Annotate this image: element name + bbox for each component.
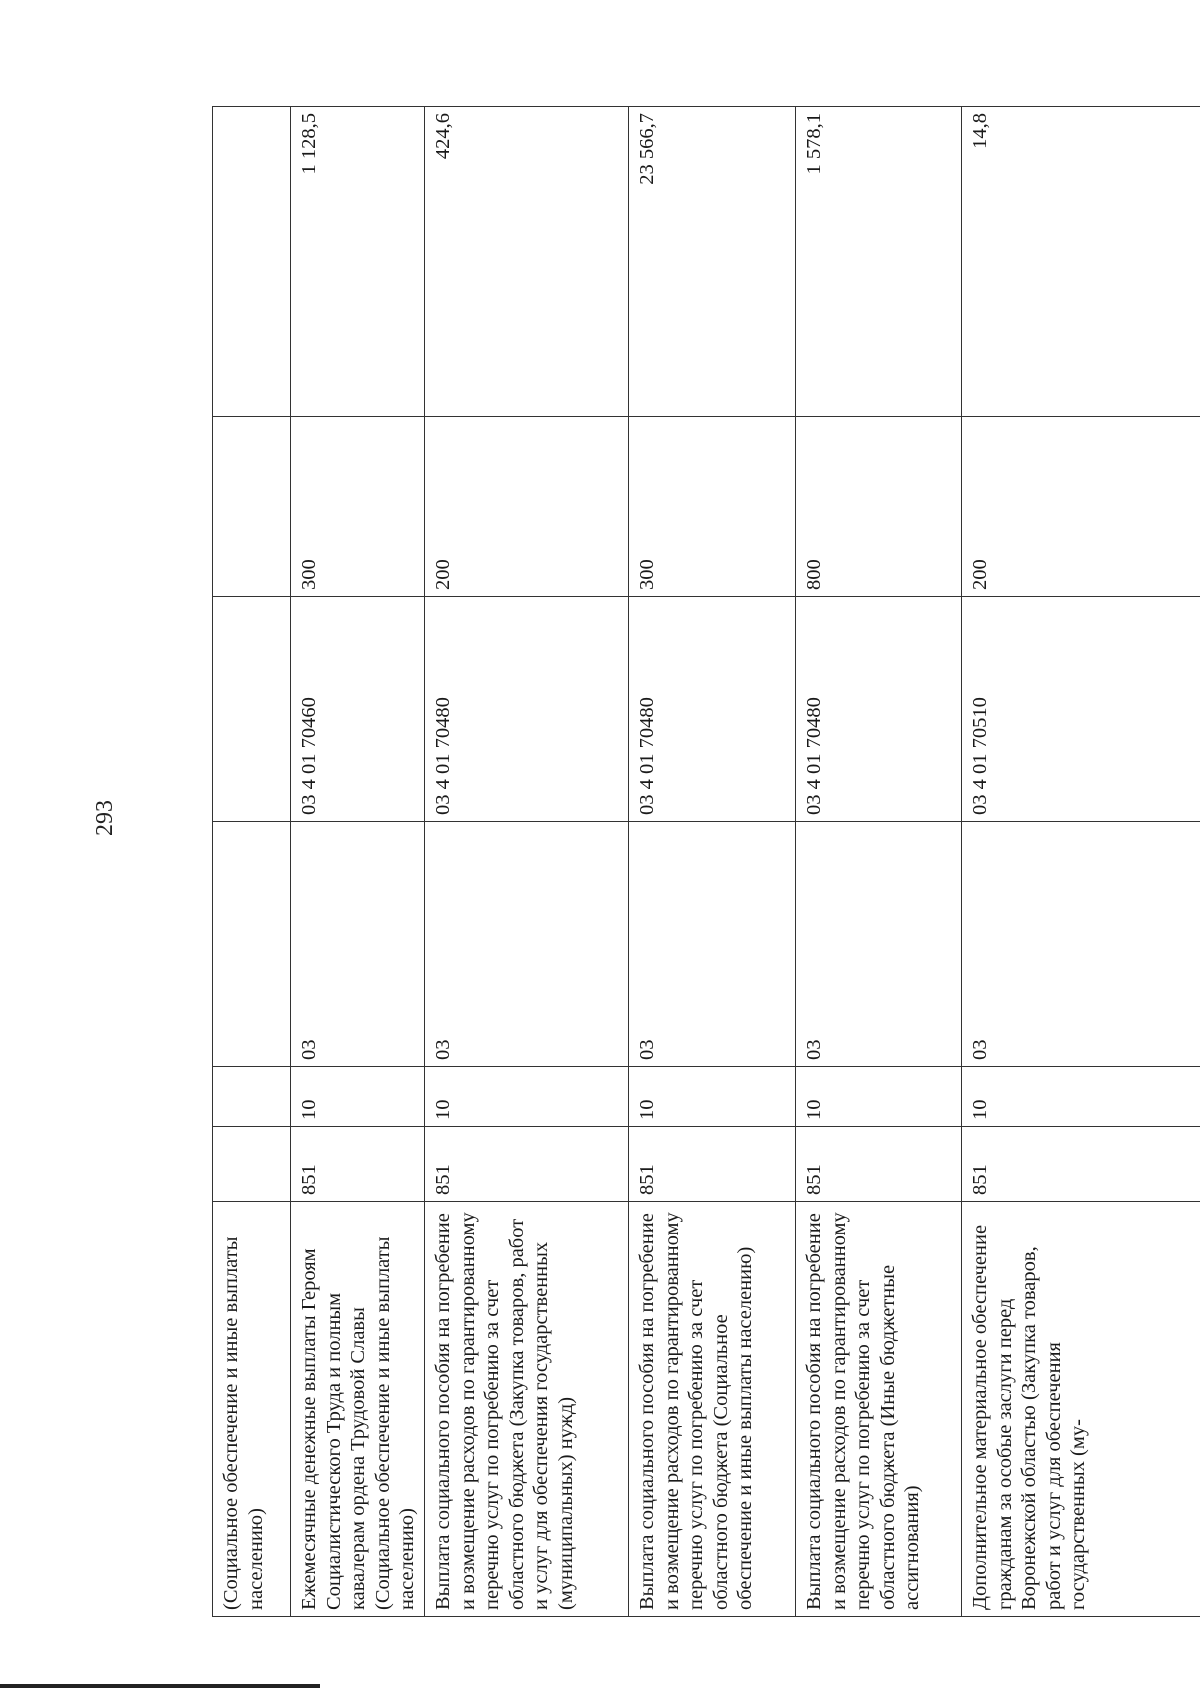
amount-value: 23 566,7: [628, 107, 795, 417]
ministry-code: 851: [291, 1127, 425, 1202]
expense-type-code: 300: [628, 417, 795, 597]
page-number: 293: [92, 800, 118, 836]
ministry-code: 851: [795, 1127, 961, 1202]
amount-value: 14,8: [961, 107, 1200, 417]
row-name: Выплата социального пособия на погребение и возмещение расходов по гарантированному перечню услуг по погребению за счет областного бюджета (Иные бюджетные ассигнования): [795, 1202, 961, 1617]
section-code: 10: [961, 1067, 1200, 1127]
target-article-code: [213, 597, 291, 822]
expense-type-code: 200: [424, 417, 628, 597]
row-name: Ежемесячные денежные выплаты Героям Социалистического Труда и полным кавалерам ордена Трудовой Славы (Социальное обеспечение и иные выплаты населению): [291, 1202, 425, 1617]
ministry-code: 851: [961, 1127, 1200, 1202]
target-article-code: 03 4 01 70480: [628, 597, 795, 822]
ministry-code: 851: [424, 1127, 628, 1202]
section-code: [213, 1067, 291, 1127]
budget-table: [212, 106, 1200, 1617]
target-article-code: 03 4 01 70510: [961, 597, 1200, 822]
target-article-code: 03 4 01 70480: [424, 597, 628, 822]
expense-type-code: 300: [291, 417, 425, 597]
amount-value: [213, 107, 291, 417]
subsection-code: 03: [424, 822, 628, 1067]
section-code: 10: [795, 1067, 961, 1127]
table-row: [795, 107, 961, 1617]
subsection-code: 03: [628, 822, 795, 1067]
expense-type-code: 800: [795, 417, 961, 597]
subsection-code: [213, 822, 291, 1067]
section-code: 10: [291, 1067, 425, 1127]
row-name: (Социальное обеспечение и иные выплаты населению): [213, 1202, 291, 1617]
table-row: [291, 107, 425, 1617]
subsection-code: 03: [961, 822, 1200, 1067]
row-name: Выплата социального пособия на погребение и возмещение расходов по гарантированному перечню услуг по погребению за счет областного бюджета (Закупка товаров, работ и услуг для обеспечения государственных (муниципальных) нужд): [424, 1202, 628, 1617]
bottom-rule: [0, 1684, 320, 1688]
expense-type-code: 200: [961, 417, 1200, 597]
target-article-code: 03 4 01 70480: [795, 597, 961, 822]
budget-table-rotated: [212, 107, 1200, 1617]
subsection-code: 03: [291, 822, 425, 1067]
amount-value: 1 578,1: [795, 107, 961, 417]
ministry-code: [213, 1127, 291, 1202]
table-row: [213, 107, 291, 1617]
amount-value: 424,6: [424, 107, 628, 417]
row-name: Выплата социального пособия на погребение и возмещение расходов по гарантированному перечню услуг по погребению за счет областного бюджета (Социальное обеспечение и иные выплаты населению): [628, 1202, 795, 1617]
table-row: [628, 107, 795, 1617]
table-row: [424, 107, 628, 1617]
expense-type-code: [213, 417, 291, 597]
table-row: [961, 107, 1200, 1617]
row-name: Дополнительное материальное обеспечение гражданам за особые заслуги перед Воронежской областью (Закупка товаров, работ и услуг для обеспечения государственных (му-: [961, 1202, 1200, 1617]
ministry-code: 851: [628, 1127, 795, 1202]
amount-value: 1 128,5: [291, 107, 425, 417]
subsection-code: 03: [795, 822, 961, 1067]
section-code: 10: [424, 1067, 628, 1127]
target-article-code: 03 4 01 70460: [291, 597, 425, 822]
section-code: 10: [628, 1067, 795, 1127]
